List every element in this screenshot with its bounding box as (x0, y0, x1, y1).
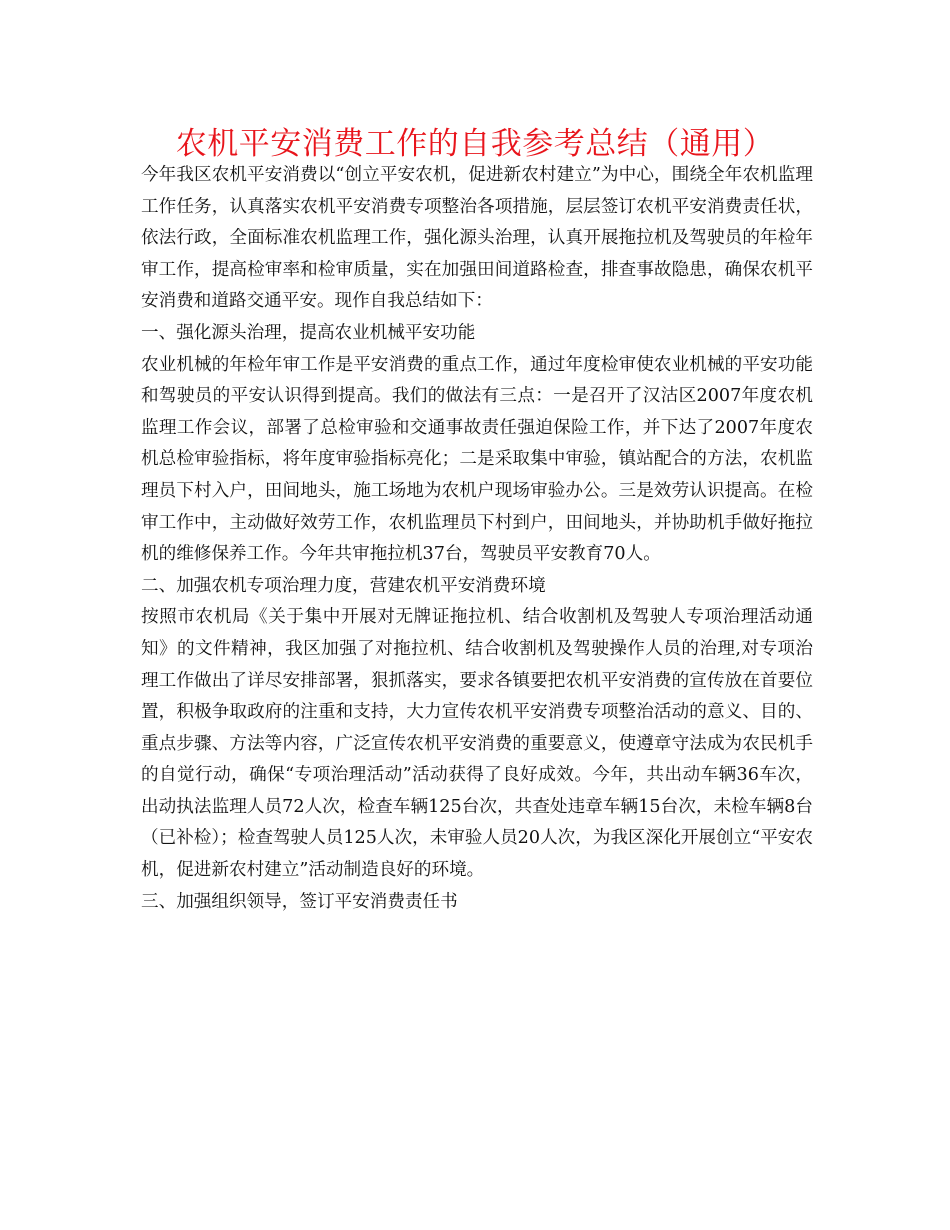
section-1-paragraph: 农业机械的年检年审工作是平安消费的重点工作，通过年度检审使农业机械的平安功能和驾驶员的平安认识得到提高。我们的做法有三点：一是召开了汉沽区2007年度农机监理工作会议，部署了总检审验和交通事故责任强迫保险工作，并下达了2007年度农机总检审验指标，将年度审验指标亮化；二是采取集中审验，镇站配合的方法，农机监理员下村入户，田间地头，施工场地为农机户现场审验办公。三是效劳认识提高。在检审工作中，主动做好效劳工作，农机监理员下村到户，田间地头，并协助机手做好拖拉机的维修保养工作。今年共审拖拉机37台，驾驶员平安教育70人。 (141, 354, 813, 565)
section-heading-2: 二、加强农机专项治理力度，营建农机平安消费环境 (141, 575, 546, 596)
section-heading-1: 一、强化源头治理，提高农业机械平安功能 (141, 322, 476, 343)
section-2-paragraph: 按照市农机局《关于集中开展对无牌证拖拉机、结合收割机及驾驶人专项治理活动通知》的文件精神，我区加强了对拖拉机、结合收割机及驾驶操作人员的治理,对专项治理工作做出了详尽安排部署，狠抓落实，要求各镇要把农机平安消费的宣传放在首要位置，积极争取政府的注重和支持，大力宣传农机平安消费专项整治活动的意义、目的、重点步骤、方法等内容，广泛宣传农机平安消费的重要意义，使遵章守法成为农民机手的自觉行动，确保“专项治理活动”活动获得了良好成效。今年，共出动车辆36车次，出动执法监理人员72人次，检查车辆125台次，共查处违章车辆15台次，未检车辆8台（已补检）；检查驾驶人员125人次，未审验人员20人次，为我区深化开展创立“平安农机，促进新农村建立”活动制造良好的环境。 (141, 607, 813, 881)
section-heading-3: 三、加强组织领导，签订平安消费责任书 (141, 891, 458, 912)
document-title: 农机平安消费工作的自我参考总结（通用） (175, 126, 775, 162)
document-body (141, 160, 813, 918)
intro-paragraph: 今年我区农机平安消费以“创立平安农机，促进新农村建立”为中心，围绕全年农机监理工作任务，认真落实农机平安消费专项整治各项措施，层层签订农机平安消费责任状，依法行政，全面标准农机监理工作，强化源头治理，认真开展拖拉机及驾驶员的年检年审工作，提高检审率和检审质量，实在加强田间道路检查，排查事故隐患，确保农机平安消费和道路交通平安。现作自我总结如下： (141, 165, 813, 312)
